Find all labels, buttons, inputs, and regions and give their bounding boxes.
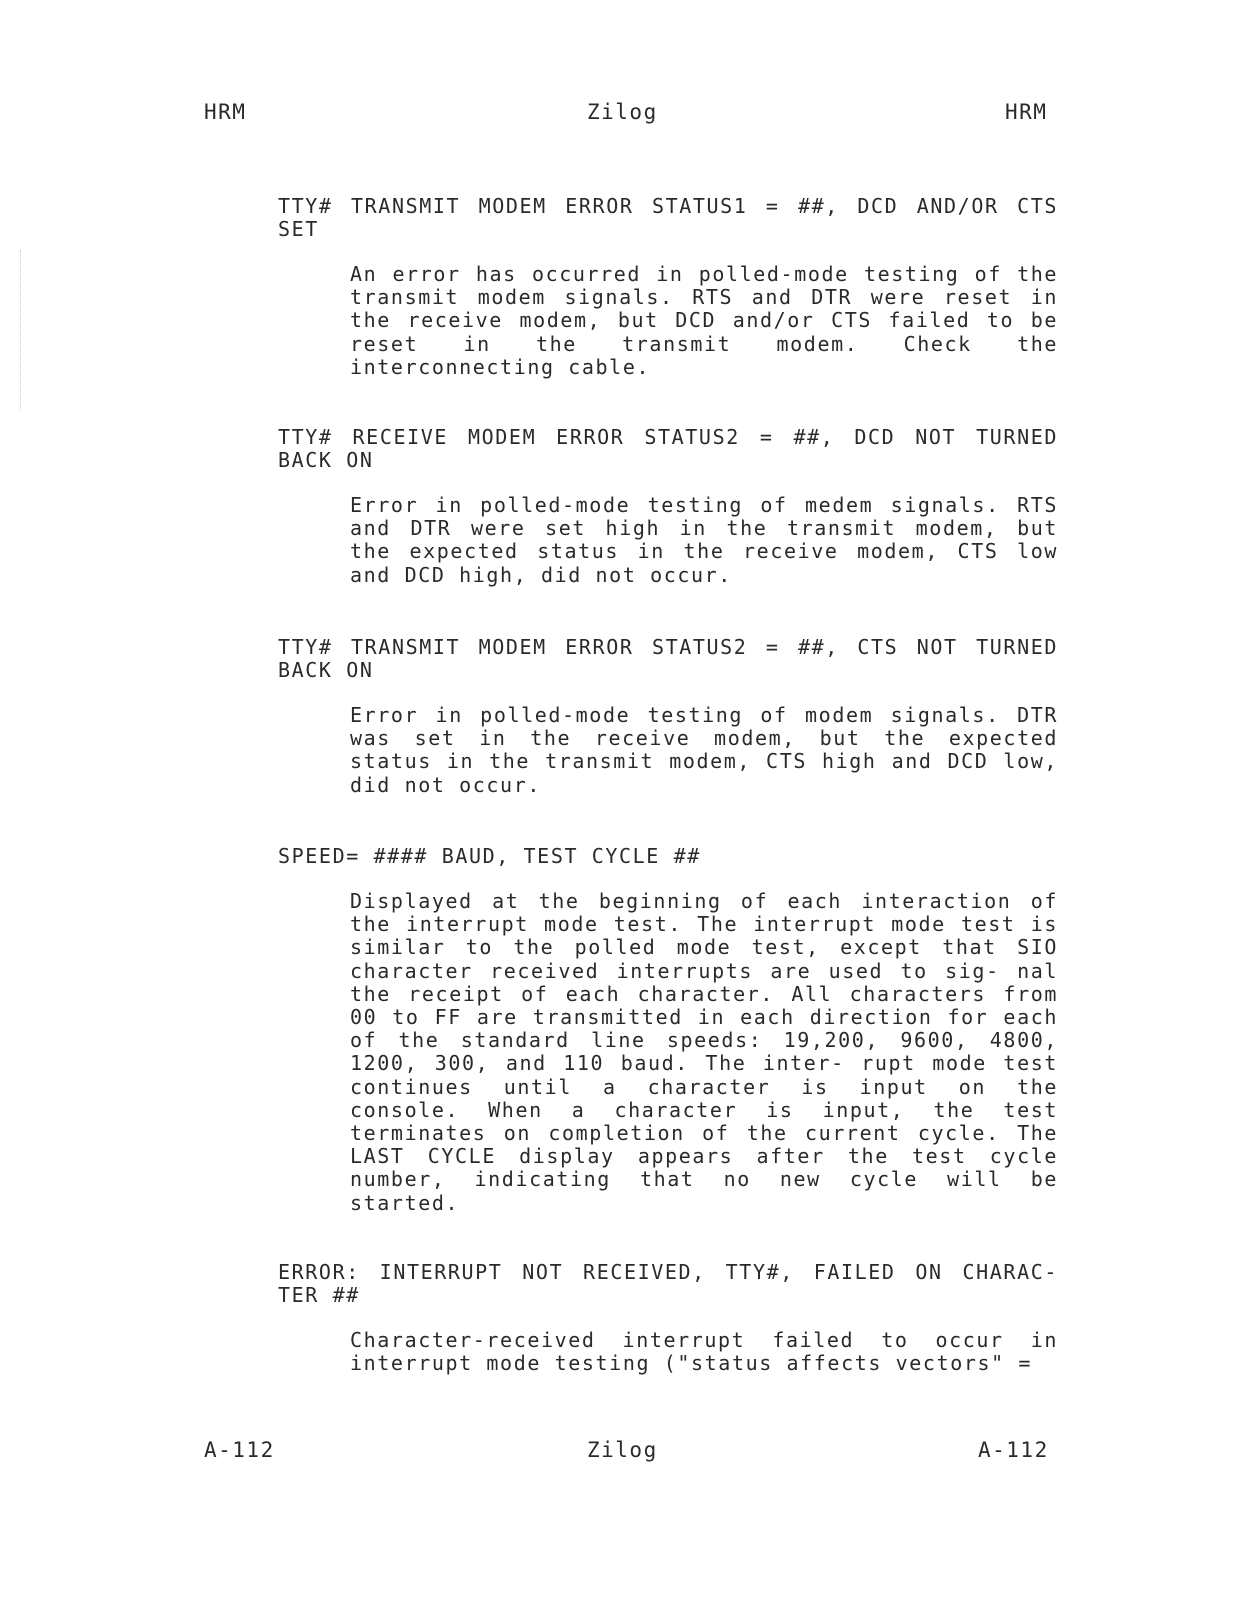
entry-description: Error in polled-mode testing of modem signals. DTR was set in the receive modem, but the expected status in the transmit modem, CTS high and DCD low, did not occur. (350, 703, 1058, 797)
entry-description: An error has occurred in polled-mode testing of the transmit modem signals. RTS and DTR were reset in the receive modem, but DCD and/or CTS failed to be reset in the transmit modem. Check the interconnecting cable. (350, 262, 1058, 379)
entry-description: Error in polled-mode testing of medem signals. RTS and DTR were set high in the transmit modem, but the expected status in the receive modem, CTS low and DCD high, did not occur. (350, 493, 1058, 587)
header-right: HRM (1005, 100, 1048, 124)
error-entry (278, 195, 1058, 379)
error-entry (278, 426, 1058, 587)
footer-left: A-112 (204, 1438, 275, 1462)
message-entry (278, 845, 1058, 1215)
entry-heading: TTY# RECEIVE MODEM ERROR STATUS2 = ##, DCD NOT TURNED BACK ON (278, 425, 1058, 472)
entry-heading: SPEED= #### BAUD, TEST CYCLE ## (278, 844, 701, 868)
entry-description: Displayed at the beginning of each interaction of the interrupt mode test. The interrupt mode test is similar to the polled mode test, except that SIO character received interrupts are used to sig- nal the receipt of each character. All characters from 00 to FF are transmitted in each direction for each of the standard line speeds: 19,200, 9600, 4800, 1200, 300, and 110 baud. The inter- rupt mode test continues until a character is input on the console. When a character is input, the test terminates on completion of the current cycle. The LAST CYCLE display appears after the test cycle number, indicating that no new cycle will be started. (350, 889, 1058, 1215)
header-center: Zilog (587, 100, 658, 124)
entry-heading: TTY# TRANSMIT MODEM ERROR STATUS2 = ##, CTS NOT TURNED BACK ON (278, 635, 1058, 682)
scan-margin-marks (20, 250, 23, 410)
header-left: HRM (204, 100, 247, 124)
entry-heading: TTY# TRANSMIT MODEM ERROR STATUS1 = ##, DCD AND/OR CTS SET (278, 194, 1058, 241)
error-entry (278, 1261, 1058, 1375)
footer-center: Zilog (587, 1438, 658, 1462)
entry-heading: ERROR: INTERRUPT NOT RECEIVED, TTY#, FAILED ON CHARAC- TER ## (278, 1260, 1058, 1307)
footer-right: A-112 (978, 1438, 1049, 1462)
error-entry (278, 636, 1058, 797)
entry-description: Character-received interrupt failed to occur in interrupt mode testing ("status affects vectors" = (350, 1328, 1058, 1376)
